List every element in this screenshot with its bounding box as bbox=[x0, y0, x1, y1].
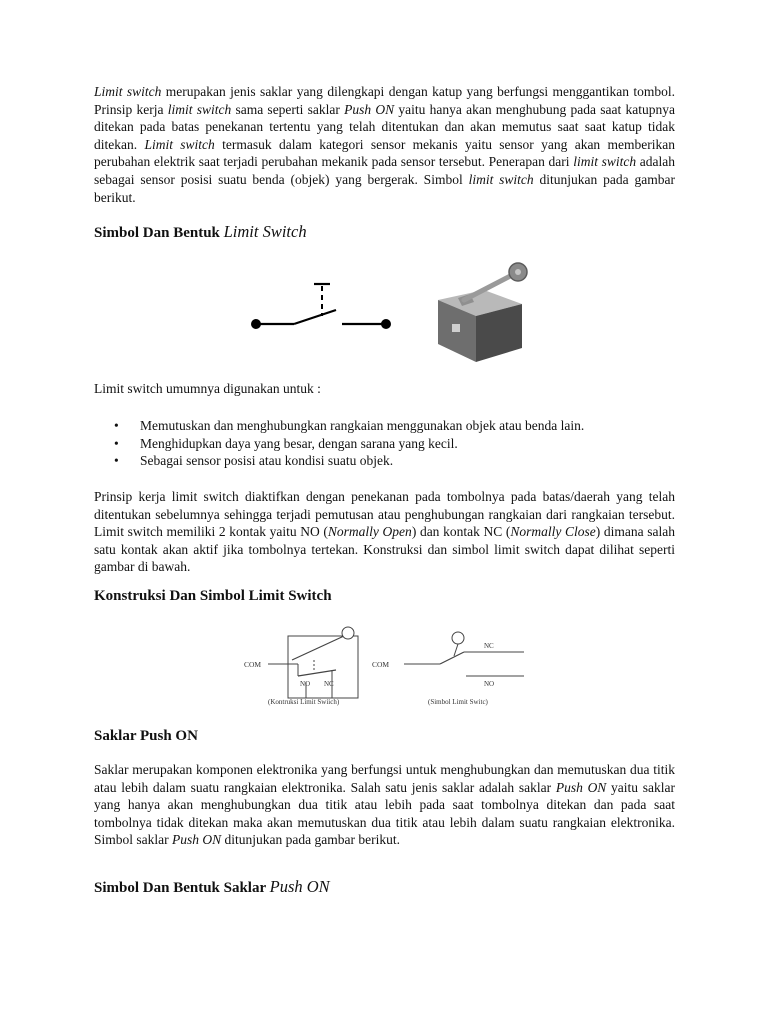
mounting-hole bbox=[452, 324, 460, 332]
intro-text-4: termasuk dalam kategori sensor mekanis yaitu sensor yang akan memberikan perubahan elektrik saat terjadi perubahan mekanik pada sensor tersebut. Penerapan dari bbox=[94, 136, 675, 170]
list-item: • Menghidupkan daya yang besar, dengan sarana yang kecil. bbox=[114, 435, 584, 453]
intro-text-3: yaitu hanya akan menghubung pada saat katupnya ditekan pada batas penekanan tertentu yang telah ditentukan dan akan memutus saat saat katup tidak ditekan. bbox=[94, 101, 675, 152]
usage-lead-text: Limit switch umumnya digunakan untuk : bbox=[94, 381, 321, 396]
construction-symbol-diagram bbox=[240, 620, 530, 716]
push-on-text-1: Saklar merupakan komponen elektronika yang berfungsi untuk menghubungkan dan memutuskan dua titik atau lebih dalam suatu rangkaian elektronika. Salah satu jenis saklar adalah saklar bbox=[94, 762, 675, 795]
principle-text-2: ) dan kontak NC ( bbox=[411, 524, 511, 540]
caption-symbol: (Simbol Limit Switc) bbox=[428, 698, 488, 706]
com-label-left: COM bbox=[244, 660, 262, 669]
term-normally-close: Normally Close bbox=[510, 524, 596, 540]
term-normally-open: Normally Open bbox=[327, 524, 412, 540]
term-push-on: Push ON bbox=[344, 101, 395, 117]
principle-text-1: Prinsip kerja limit switch diaktifkan dengan penekanan pada tombolnya pada batas/daerah yang telah ditentukan sebelumnya sehingga terjadi pemutusan atau penghubungan rangkaian dari rangkaian tersebut. Limit switch memiliki 2 kontak yaitu NO ( bbox=[94, 489, 675, 540]
push-on-text-3: ditunjukan pada gambar berikut. bbox=[221, 832, 400, 848]
intro-text-1: merupakan jenis saklar yang dilengkapi dengan katup yang berfungsi menggantikan tombol. Prinsip kerja bbox=[94, 84, 675, 117]
list-item: • Sebagai sensor posisi atau kondisi suatu objek. bbox=[114, 452, 584, 470]
section-heading-construction bbox=[94, 586, 332, 606]
intro-paragraph bbox=[94, 83, 675, 206]
com-label-right: COM bbox=[372, 660, 390, 669]
term-limit-switch: limit switch bbox=[167, 101, 232, 117]
limit-switch-photo bbox=[430, 258, 532, 368]
intro-text-2: sama seperti saklar bbox=[231, 101, 345, 117]
no-label-right: NO bbox=[484, 680, 495, 688]
nc-label-left: NC bbox=[324, 680, 334, 688]
no-label-left: NO bbox=[300, 680, 311, 688]
heading-text: Konstruksi Dan Simbol Limit Switch bbox=[94, 588, 332, 604]
switch-blade bbox=[440, 652, 464, 664]
term-limit-switch: Limit switch bbox=[144, 136, 215, 152]
heading-italic-text: Limit Switch bbox=[223, 222, 307, 241]
limit-switch-device-illustration bbox=[430, 258, 532, 368]
limit-switch-symbol-figure bbox=[244, 276, 404, 340]
section-heading-push-on bbox=[94, 726, 198, 746]
heading-text: Simbol Dan Bentuk bbox=[94, 225, 224, 241]
push-on-paragraph bbox=[94, 761, 675, 849]
principle-text-3: ) dimana salah satu kontak akan aktif jika tombolnya tertekan. Konstruksi dan simbol limit switch dapat dilihat seperti gambar di bawah. bbox=[94, 524, 675, 575]
term-limit-switch: limit switch bbox=[573, 154, 637, 170]
heading-italic-text: Push ON bbox=[269, 877, 330, 896]
section-heading-limit-switch-symbol bbox=[94, 222, 307, 243]
heading-text: Simbol Dan Bentuk Saklar bbox=[94, 880, 270, 896]
list-item: • Memutuskan dan menghubungkan rangkaian menggunakan objek atau benda lain. bbox=[114, 417, 584, 435]
term-limit-switch: limit switch bbox=[468, 171, 534, 187]
nc-label-right: NC bbox=[484, 642, 494, 650]
push-on-text-2: yaitu saklar yang hanya akan menghubungkan dua titik atau lebih pada saat tombolnya ditekan dan pada saat tombolnya tidak ditekan maka akan memutuskan dua titik atau lebih dalam suatu rangkaian elektronika. Simbol saklar bbox=[94, 779, 675, 848]
intro-text-5: adalah sebagai sensor posisi suatu benda (objek) yang bergerak. Simbol bbox=[94, 154, 675, 187]
usage-list bbox=[114, 417, 584, 470]
roller-hub bbox=[515, 269, 521, 275]
limit-switch-symbol-diagram bbox=[244, 276, 404, 340]
section-heading-push-on-symbol bbox=[94, 877, 330, 898]
caption-construction: (Kontruksi Limit Swiich) bbox=[268, 698, 340, 706]
heading-text: Saklar Push ON bbox=[94, 728, 198, 744]
term-push-on: Push ON bbox=[555, 779, 607, 795]
term-push-on: Push ON bbox=[172, 832, 222, 848]
usage-lead bbox=[94, 380, 675, 398]
roller-wheel bbox=[342, 627, 354, 639]
lever-arm bbox=[292, 636, 344, 660]
intro-text-6: ditunjukan pada gambar berikut. bbox=[94, 171, 675, 205]
principle-paragraph bbox=[94, 488, 675, 576]
term-limit-switch: Limit switch bbox=[94, 84, 162, 99]
construction-symbol-figure bbox=[240, 620, 530, 716]
switch-blade bbox=[294, 310, 336, 324]
roller-symbol bbox=[452, 632, 464, 644]
terminal-dot-right bbox=[381, 319, 391, 329]
moving-contact bbox=[298, 670, 336, 676]
actuator-link bbox=[454, 644, 458, 656]
